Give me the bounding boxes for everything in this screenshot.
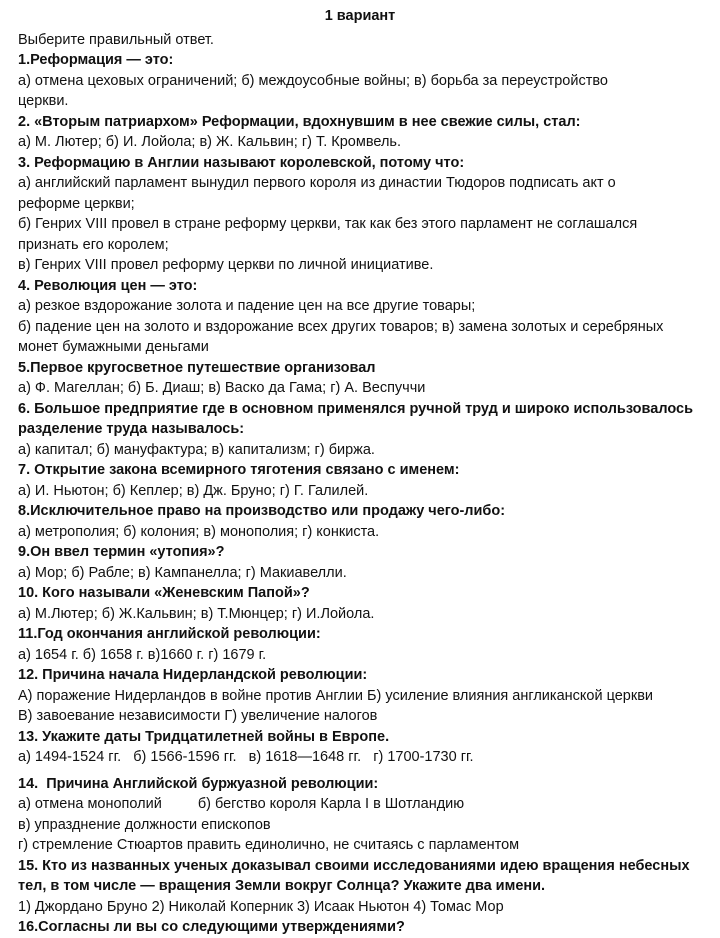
question-10: 10. Кого называли «Женевским Папой»? (18, 585, 310, 601)
answer-line: а) М.Лютер; б) Ж.Кальвин; в) Т.Мюнцер; г) И.Лойола. (18, 605, 375, 622)
answer-line: б) Генрих VIII провел в стране реформу церкви, так как без этого парламент не соглашался (18, 216, 638, 232)
question-8: 8.Исключительное право на производство или продажу чего-либо: (18, 503, 506, 519)
question-1: 1.Реформация — это: (18, 52, 174, 68)
answer-line: г) стремление Стюартов править единолично, не считаясь с парламентом (18, 837, 520, 853)
question-15: 15. Кто из названных ученых доказывал своими исследованиями идею вращения небесных (18, 857, 690, 874)
answer-option-a: а) отмена монополий (18, 796, 162, 812)
answer-line: 1) Джордано Бруно 2) Николай Коперник 3) Исаак Ньютон 4) Томас Мор (18, 898, 504, 915)
question-3: 3. Реформацию в Англии называют королевской, потому что: (18, 154, 465, 171)
question-14: 14. Причина Английской буржуазной революции: (18, 775, 379, 792)
question-7: 7. Открытие закона всемирного тяготения связано с именем: (18, 462, 460, 478)
answer-line: б) падение цен на золото и вздорожание всех других товаров; в) замена золотых и серебряных (18, 318, 664, 335)
answer-line: А) поражение Нидерландов в войне против Англии Б) усиление влияния англиканской церкви (18, 687, 654, 704)
question-5: 5.Первое кругосветное путешествие организовал (18, 359, 376, 376)
answer-line: а) резкое вздорожание золота и падение цен на все другие товары; (18, 298, 476, 314)
variant-title: 1 вариант (324, 8, 396, 24)
answer-line: а) 1654 г. б) 1658 г. в)1660 г. г) 1679 г. (18, 646, 267, 663)
question-6-cont: разделение труда называлось: (18, 421, 245, 437)
worksheet-page (18, 0, 708, 938)
question-6: 6. Большое предприятие где в основном применялся ручной труд и широко использовалось (18, 400, 693, 417)
answer-line: а) капитал; б) мануфактура; в) капитализм; г) биржа. (18, 441, 375, 458)
answer-line: а) 1494-1524 гг. б) 1566-1596 гг. в) 1618—1648 гг. г) 1700-1730 гг. (18, 749, 474, 765)
answer-line: признать его королем; (18, 236, 169, 253)
question-13: 13. Укажите даты Тридцатилетней войны в Европе. (18, 728, 390, 745)
answer-option-b: б) бегство короля Карла I в Шотландию (197, 796, 465, 812)
answer-line: В) завоевание независимости Г) увеличение налогов (18, 708, 378, 724)
answer-line: а) английский парламент вынудил первого короля из династии Тюдоров подписать акт о (18, 175, 616, 191)
answer-line: церкви. (18, 93, 69, 109)
answer-line: а) Ф. Магеллан; б) Б. Диаш; в) Васко да Гама; г) А. Веспуччи (18, 380, 426, 396)
answer-line: в) Генрих VIII провел реформу церкви по личной инициативе. (18, 257, 434, 273)
instruction-text: Выберите правильный ответ. (18, 32, 214, 48)
question-16: 16.Согласны ли вы со следующими утверждениями? (18, 919, 405, 935)
answer-line: в) упразднение должности епископов (18, 816, 271, 833)
answer-line: а) М. Лютер; б) И. Лойола; в) Ж. Кальвин; г) Т. Кромвель. (18, 134, 402, 150)
question-9: 9.Он ввел термин «утопия»? (18, 544, 225, 560)
answer-line: а) И. Ньютон; б) Кеплер; в) Дж. Бруно; г) Г. Галилей. (18, 482, 369, 499)
question-15-cont: тел, в том числе — вращения Земли вокруг Солнца? Укажите два имени. (18, 878, 546, 894)
answer-line-row (18, 794, 708, 815)
answer-line: монет бумажными деньгами (18, 339, 209, 355)
answer-line: а) метрополия; б) колония; в) монополия; г) конкиста. (18, 523, 380, 540)
question-2: 2. «Вторым патриархом» Реформации, вдохнувшим в нее свежие силы, стал: (18, 113, 581, 130)
question-4: 4. Революция цен — это: (18, 277, 198, 294)
answer-line: а) Мор; б) Рабле; в) Кампанелла; г) Макиавелли. (18, 564, 347, 581)
question-11: 11.Год окончания английской революции: (18, 626, 321, 642)
answer-line: а) отмена цеховых ограничений; б) междоусобные войны; в) борьба за переустройство (18, 72, 608, 89)
question-12: 12. Причина начала Нидерландской революции: (18, 667, 368, 683)
answer-line: реформе церкви; (18, 195, 135, 212)
